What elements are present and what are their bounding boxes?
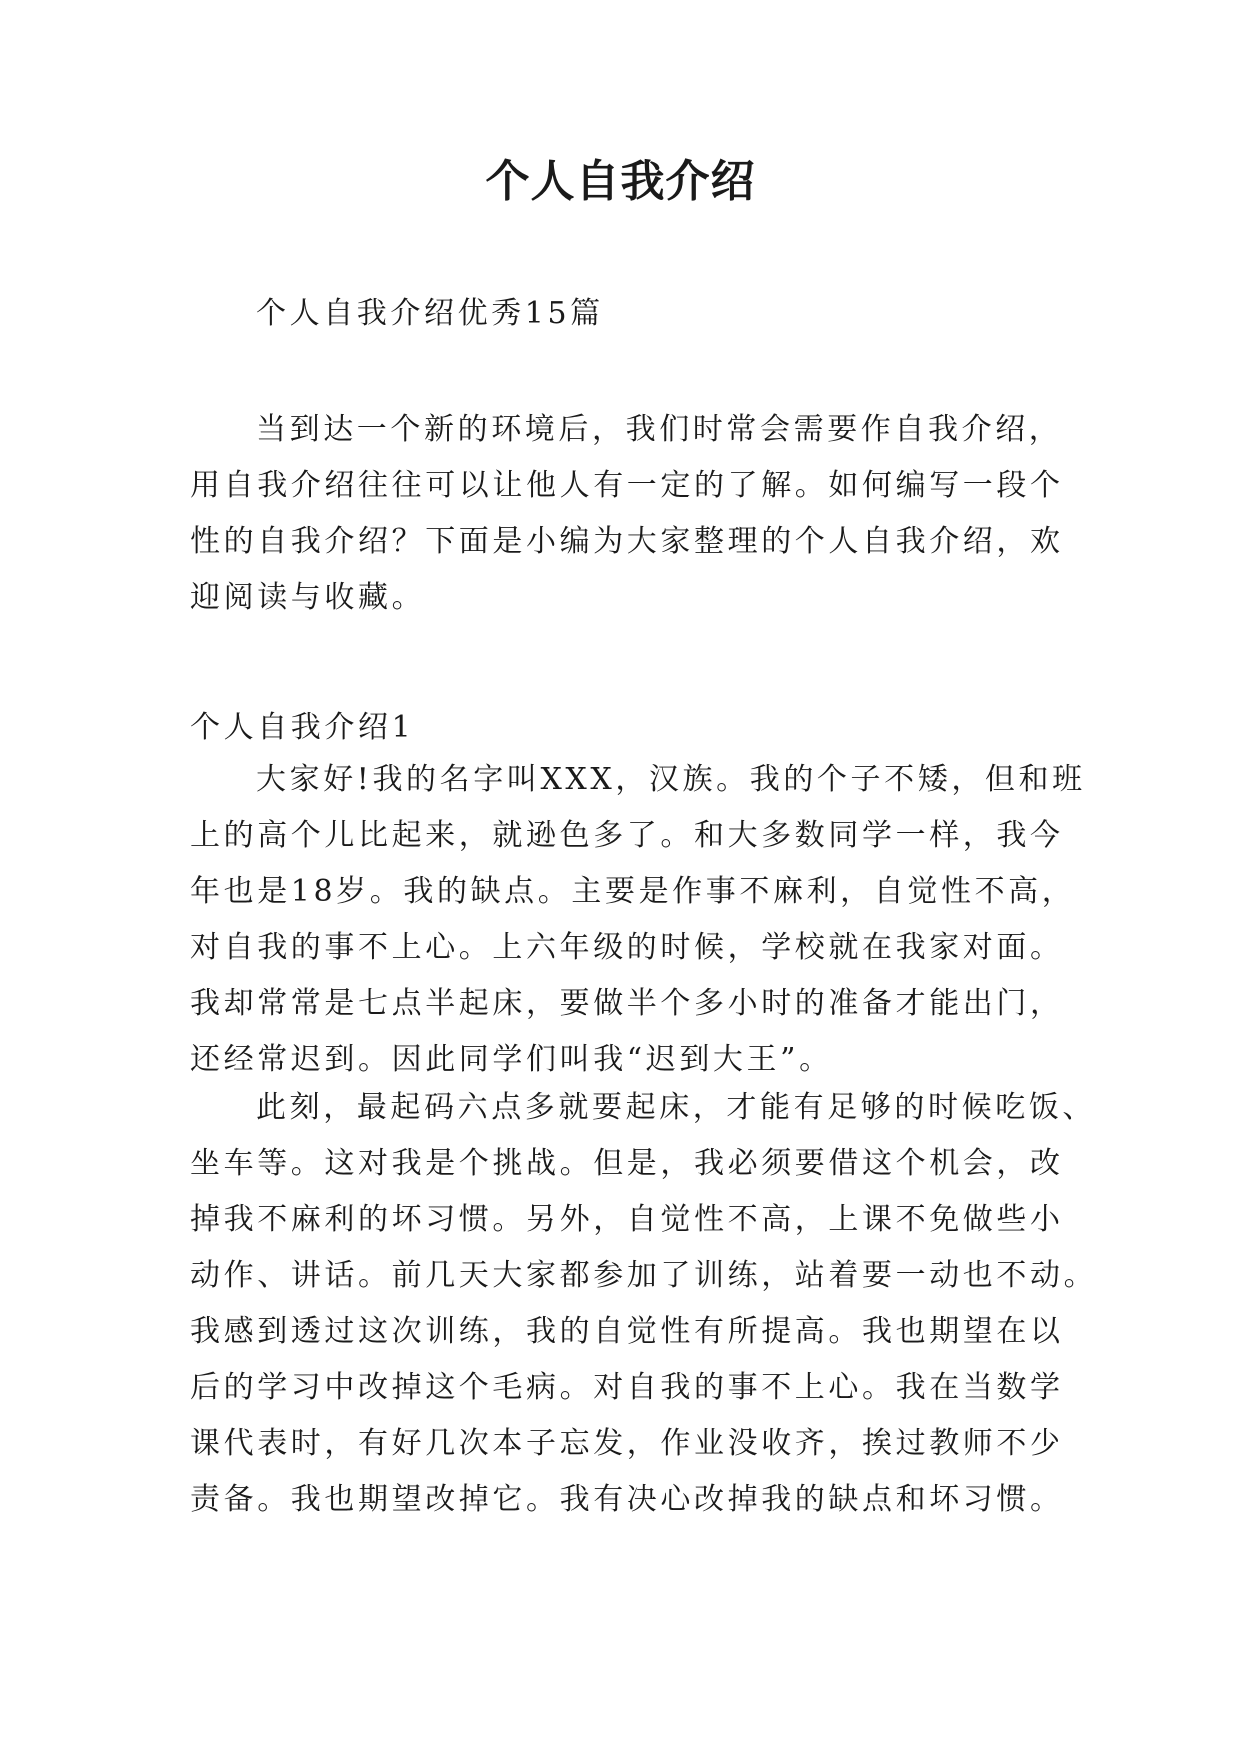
intro-line: 迎阅读与收藏。 xyxy=(190,580,426,615)
intro-paragraph xyxy=(190,402,1070,626)
paragraph-line: 对自我的事不上心。上六年级的时候，学校就在我家对面。 xyxy=(190,930,1064,965)
paragraph-line: 坐车等。这对我是个挑战。但是，我必须要借这个机会，改 xyxy=(190,1146,1064,1181)
document-title: 个人自我介绍 xyxy=(485,156,756,207)
paragraph-line: 上的高个儿比起来，就逊色多了。和大多数同学一样，我今 xyxy=(190,818,1064,853)
paragraph-line: 我却常常是七点半起床，要做半个多小时的准备才能出门， xyxy=(190,986,1064,1021)
paragraph-line: 后的学习中改掉这个毛病。对自我的事不上心。我在当数学 xyxy=(190,1370,1064,1405)
paragraph-line: 年也是18岁。我的缺点。主要是作事不麻利，自觉性不高， xyxy=(190,874,1076,909)
intro-line: 当到达一个新的环境后，我们时常会需要作自我介绍， xyxy=(256,412,1063,447)
paragraph-line: 此刻，最起码六点多就要起床，才能有足够的时候吃饭、 xyxy=(256,1090,1096,1125)
document-subtitle: 个人自我介绍优秀15篇 xyxy=(256,296,604,331)
paragraph-line: 责备。我也期望改掉它。我有决心改掉我的缺点和坏习惯。 xyxy=(190,1482,1064,1517)
paragraph-line: 我感到透过这次训练，我的自觉性有所提高。我也期望在以 xyxy=(190,1314,1064,1349)
intro-line: 性的自我介绍？下面是小编为大家整理的个人自我介绍，欢 xyxy=(190,524,1064,559)
paragraph-line: 掉我不麻利的坏习惯。另外，自觉性不高，上课不免做些小 xyxy=(190,1202,1064,1237)
paragraph-line: 课代表时，有好几次本子忘发，作业没收齐，挨过教师不少 xyxy=(190,1426,1064,1461)
paragraph-line: 还经常迟到。因此同学们叫我“迟到大王”。 xyxy=(190,1042,833,1077)
intro-line: 用自我介绍往往可以让他人有一定的了解。如何编写一段个 xyxy=(190,468,1064,503)
paragraph-line: 动作、讲话。前几天大家都参加了训练，站着要一动也不动。 xyxy=(190,1258,1098,1293)
section-heading: 个人自我介绍1 xyxy=(190,710,415,745)
paragraph-2 xyxy=(190,1080,1098,1528)
paragraph-line: 大家好!我的名字叫XXX，汉族。我的个子不矮，但和班 xyxy=(256,762,1086,797)
paragraph-1 xyxy=(190,752,1086,1088)
